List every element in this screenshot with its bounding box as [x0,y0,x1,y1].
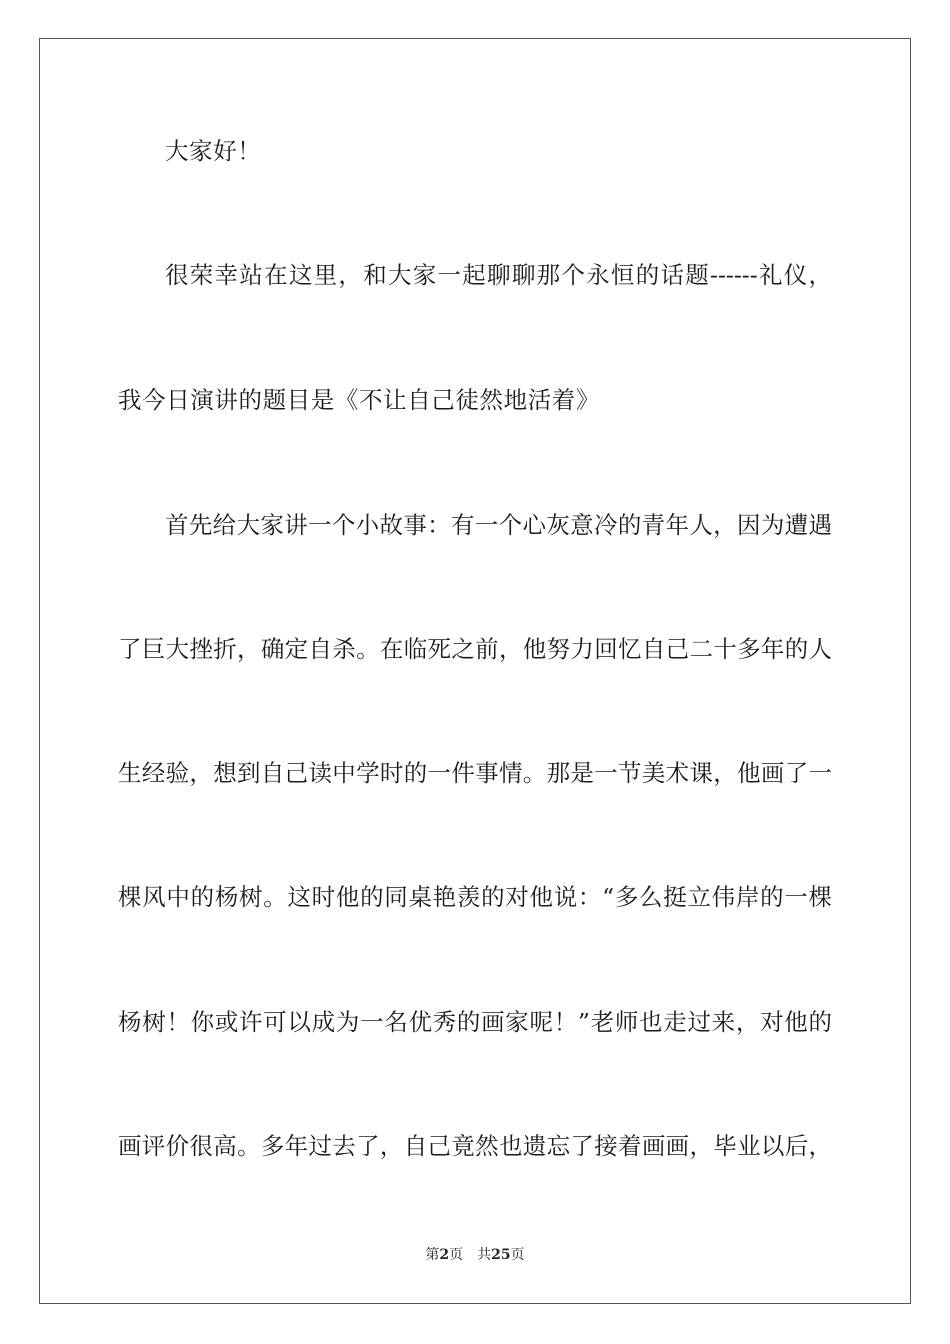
paragraph-line: 了巨大挫折，确定自杀。在临死之前，他努力回忆自己二十多年的人 [118,635,832,663]
paragraph-line: 棵风中的杨树。这时他的同桌艳羡的对他说：“多么挺立伟岸的一棵 [118,883,832,911]
paragraph-line: 画评价很高。多年过去了，自己竟然也遗忘了接着画画，毕业以后， [118,1132,832,1160]
paragraph-line: 很荣幸站在这里，和大家一起聊聊那个永恒的话题------礼仪， [165,261,832,289]
greeting-line: 大家好！ [165,137,262,165]
paragraph-line: 首先给大家讲一个小故事：有一个心灰意冷的青年人，因为遭遇 [165,511,832,539]
total-prefix: 共 [477,1247,492,1263]
page-number: 2 [439,1247,450,1263]
page-prefix: 第 [425,1247,440,1263]
paragraph-line: 杨树！你或许可以成为一名优秀的画家呢！”老师也走过来，对他的 [118,1008,832,1036]
page-border [39,38,911,1304]
paragraph-line: 生经验，想到自己读中学时的一件事情。那是一节美术课，他画了一 [118,759,832,787]
page-suffix: 页 [449,1247,464,1263]
total-pages: 25 [491,1247,511,1263]
paragraph-line: 我今日演讲的题目是《不让自己徒然地活着》 [118,386,600,414]
total-suffix: 页 [510,1247,525,1263]
page-footer [0,1246,950,1264]
